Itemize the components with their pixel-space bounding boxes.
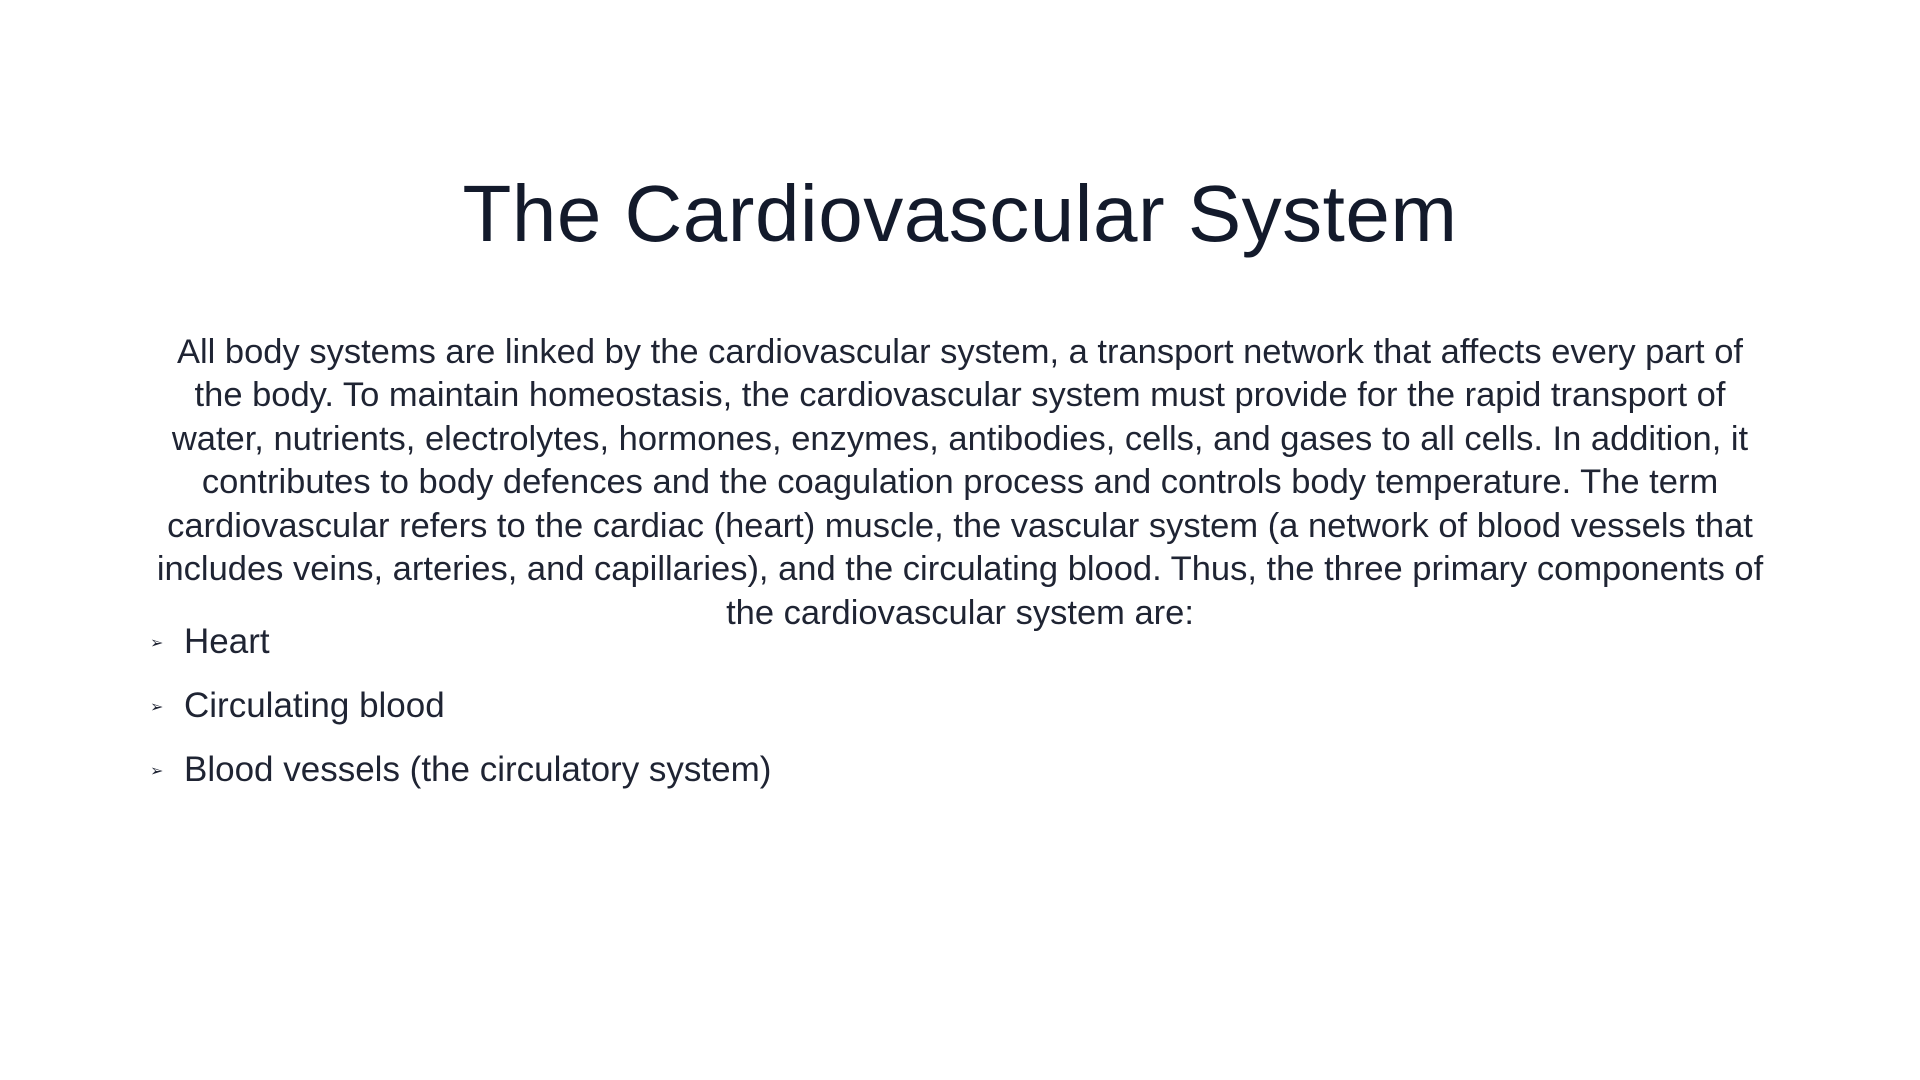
arrowhead-bullet-icon: ➢ [150,635,164,652]
arrowhead-bullet-icon: ➢ [150,699,164,716]
bullet-item-circulating-blood [150,684,1650,748]
bullet-label: Heart [184,622,270,661]
page-title: The Cardiovascular System [462,168,1458,258]
arrowhead-bullet-icon: ➢ [150,763,164,780]
bullet-item-heart [150,620,1650,684]
bullet-label: Blood vessels (the circulatory system) [184,750,772,789]
body-paragraph: All body systems are linked by the cardiovascular system, a transport network that affects every part of the body. To maintain homeostasis, the cardiovascular system must provide for the rapid transport of water, nutrients, electrolytes, hormones, enzymes, antibodies, cells, and gases to all cells. In addition, it contributes to body defences and the coagulation process and controls body temperature. The term cardiovascular refers to the cardiac (heart) muscle, the vascular system (a network of blood vessels that includes veins, arteries, and capillaries), and the circulating blood. Thus, the three primary components of the cardiovascular system are: [156,332,1764,633]
bullet-item-blood-vessels [150,748,1650,812]
bullet-list [150,620,1650,812]
bullet-label: Circulating blood [184,686,445,725]
